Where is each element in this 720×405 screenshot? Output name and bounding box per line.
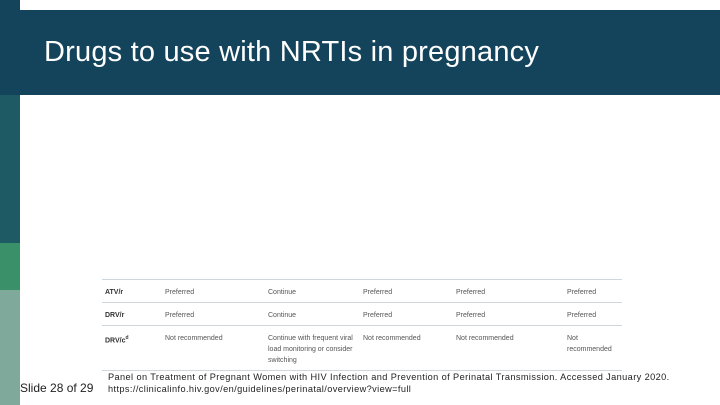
- table-cell: Not recommended: [564, 326, 622, 371]
- table-cell: Preferred: [564, 303, 622, 326]
- table-cell: Continue: [265, 303, 360, 326]
- drug-name: ATV/r: [102, 280, 162, 303]
- table-cell: Not recommended: [453, 326, 564, 371]
- left-accent-bar: [0, 0, 20, 405]
- drug-name: DRV/r: [102, 303, 162, 326]
- drug-name: [102, 326, 162, 371]
- table-cell: Preferred: [360, 280, 453, 303]
- drug-name-text: DRV/c: [105, 337, 126, 345]
- left-bar-segment: [0, 95, 20, 243]
- slide-title: Drugs to use with NRTIs in pregnancy: [44, 36, 540, 68]
- table-cell: Preferred: [453, 303, 564, 326]
- footnote-marker: d: [125, 335, 129, 341]
- table-cell: Preferred: [453, 280, 564, 303]
- table-cell: Continue: [265, 280, 360, 303]
- slide-header: [20, 10, 720, 95]
- citation: [108, 371, 713, 395]
- table-cell: Preferred: [360, 303, 453, 326]
- citation-text: Panel on Treatment of Pregnant Women with HIV Infection and Prevention of Perinatal Transmission. Accessed January 2020.: [108, 372, 670, 382]
- slide-number: Slide 28 of 29: [20, 381, 94, 395]
- table-cell: Preferred: [564, 280, 622, 303]
- table-row: [102, 326, 622, 371]
- table-cell: Not recommended: [360, 326, 453, 371]
- left-bar-segment: [0, 290, 20, 405]
- table-row: [102, 280, 622, 303]
- table-cell: Preferred: [162, 303, 265, 326]
- left-bar-segment: [0, 243, 20, 290]
- top-strip: [0, 0, 720, 10]
- table-cell: Preferred: [162, 280, 265, 303]
- drug-recommendation-table: [102, 279, 622, 371]
- table-cell: Continue with frequent viral load monitoring or consider switching: [265, 326, 360, 371]
- table-row: [102, 303, 622, 326]
- citation-url: https://clinicalinfo.hiv.gov/en/guidelines/perinatal/overview?view=full: [108, 384, 412, 394]
- left-bar-segment: [0, 0, 20, 95]
- table-cell: Not recommended: [162, 326, 265, 371]
